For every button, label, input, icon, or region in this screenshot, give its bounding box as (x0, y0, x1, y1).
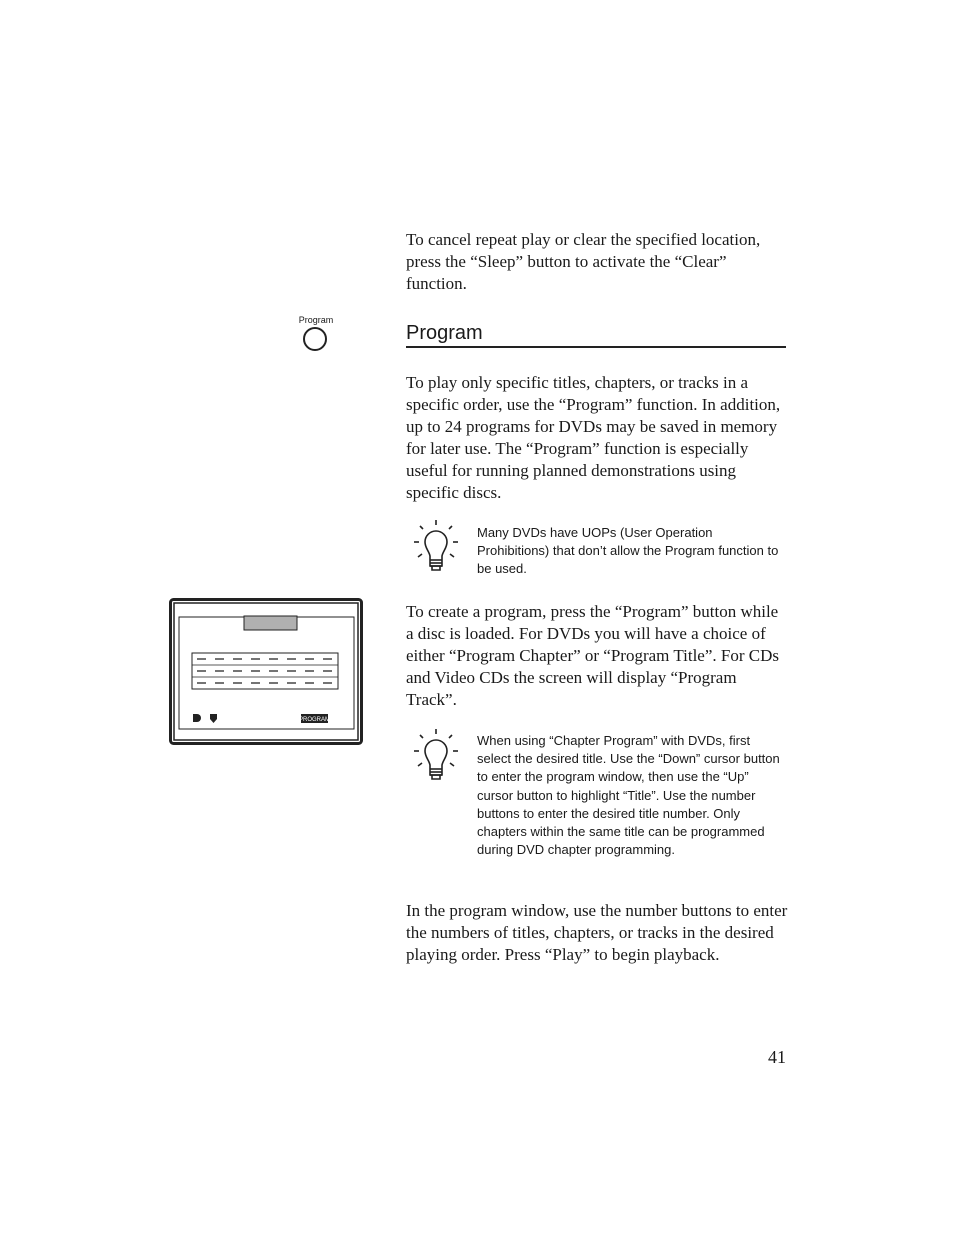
program-button-label: Program (298, 315, 334, 325)
section-heading: Program (406, 320, 786, 348)
play-icon (193, 714, 201, 722)
lightbulb-icon (414, 729, 458, 789)
lightbulb-icon (414, 520, 458, 580)
program-window-paragraph: In the program window, use the number buttons to enter the numbers of titles, chapters, or tracks in the desired playing order. Press “Play” to begin playback. (406, 901, 788, 964)
program-badge: PROGRAM (298, 717, 331, 724)
program-button-icon (303, 327, 327, 351)
program-intro-paragraph: To play only specific titles, chapters, or tracks in a specific order, use the “Program” function. In addition, up to 24 programs for DVDs may be saved in memory for later use. The “Program” function is especially useful for running planned demonstrations using specific discs. (406, 373, 781, 502)
tip-uop-text: Many DVDs have UOPs (User Operation Prohibitions) that don’t allow the Program function to be used. (477, 525, 779, 577)
program-screen-illustration (169, 598, 363, 745)
cancel-repeat-paragraph: To cancel repeat play or clear the specified location, press the “Sleep” button to activate the “Clear” function. (406, 230, 761, 293)
create-program-paragraph: To create a program, press the “Program” button while a disc is loaded. For DVDs you will have a choice of either “Program Chapter” or “Program Title”. For CDs and Video CDs the screen will display “Program Track”. (406, 602, 779, 709)
page-number: 41 (768, 1047, 786, 1067)
tip-chapter-program-text: When using “Chapter Program” with DVDs, first select the desired title. Use the “Down” cursor button to enter the program window, then use the “Up” cursor button to highlight “Title”. Use the number buttons to enter the desired title number. Only chapters within the same title can be programmed during DVD chapter programming. (477, 733, 780, 858)
